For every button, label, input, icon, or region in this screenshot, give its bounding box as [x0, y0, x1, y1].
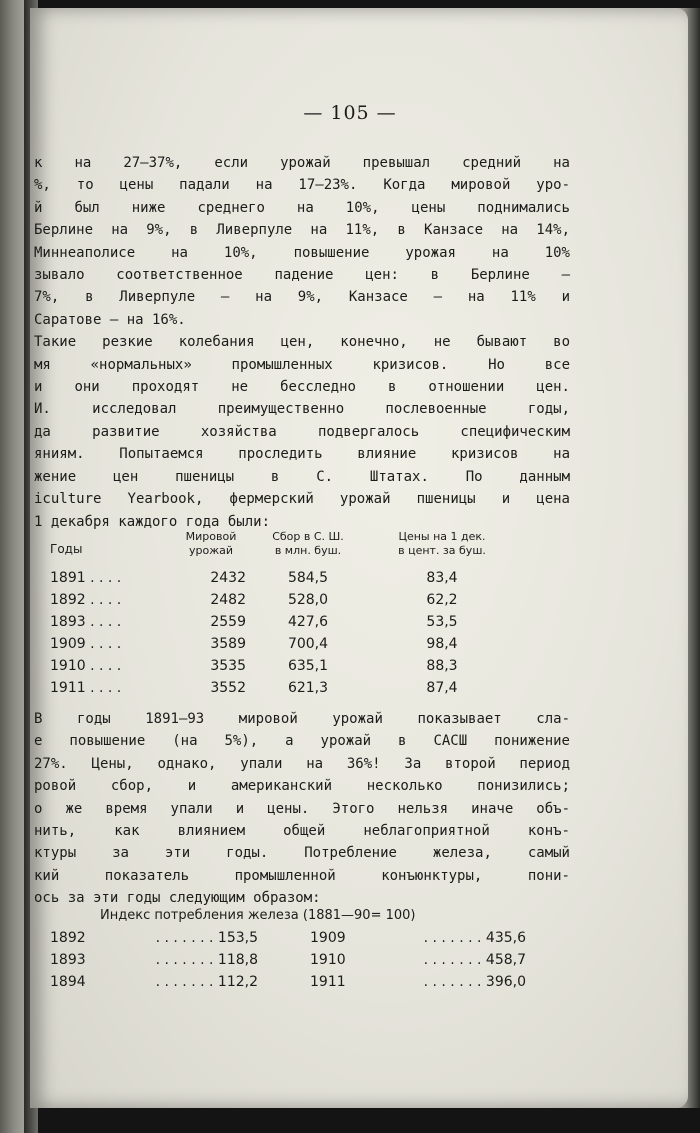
- cell-index: . . . . . . . 458,7: [423, 952, 526, 968]
- cell-world: 2559: [210, 614, 246, 630]
- cell-harvest: 700,4: [287, 636, 329, 652]
- table-row: [50, 592, 520, 614]
- table-row: [50, 952, 550, 974]
- cell-harvest: 621,3: [287, 680, 329, 696]
- header-line: урожай: [188, 544, 234, 557]
- text-line: и они проходят не бесследно в отношении цен.: [34, 379, 570, 396]
- cell-harvest: 584,5: [287, 570, 329, 586]
- text-line: е повышение (на 5%), а урожай в САСШ понижение: [34, 733, 570, 750]
- cell-index: . . . . . . . 435,6: [423, 930, 526, 946]
- cell-world: 3589: [210, 636, 246, 652]
- header-line: в млн. буш.: [274, 544, 342, 557]
- body-text-top: [34, 152, 570, 533]
- cell-year: 1891 . . . .: [50, 570, 122, 586]
- page-number: — 105 —: [303, 102, 397, 124]
- text-line: Такие резкие колебания цен, конечно, не бывают во: [34, 334, 570, 351]
- table-row: [50, 614, 520, 636]
- cell-price: 87,4: [426, 680, 458, 696]
- text-line: iculture Yearbook, фермерский урожай пшеницы и цена: [34, 491, 570, 508]
- table-header-us-harvest: [260, 530, 356, 558]
- book-page: [30, 8, 688, 1108]
- text-line: ктуры за эти годы. Потребление железа, самый: [34, 845, 570, 862]
- table-row: [50, 658, 520, 680]
- text-line: зывало соответственное падение цен: в Берлине —: [34, 267, 570, 284]
- cell-price: 62,2: [426, 592, 458, 608]
- text-line: Берлине на 9%, в Ливерпуле на 11%, в Канзасе на 14%,: [34, 222, 570, 239]
- text-line: ровой сбор, и американский несколько понизились;: [34, 778, 570, 795]
- cell-price: 83,4: [426, 570, 458, 586]
- iron-table-title: Индекс потребления железа (1881—90= 100): [100, 908, 416, 923]
- cell-year: 1893: [50, 952, 86, 968]
- table-row: [50, 680, 520, 702]
- cell-harvest: 635,1: [287, 658, 329, 674]
- text-line: нить, как влиянием общей неблагоприятной конъ-: [34, 823, 570, 840]
- table-header-years: Годы: [50, 542, 83, 556]
- text-line: й был ниже среднего на 10%, цены поднимались: [34, 199, 570, 216]
- text-line: яниям. Попытаемся проследить влияние кризисов на: [34, 446, 570, 463]
- cell-world: 2482: [210, 592, 246, 608]
- table-row: [50, 930, 550, 952]
- table-header-world-harvest: [176, 530, 246, 558]
- text-line: да развитие хозяйства подвергалось специфическим: [34, 423, 570, 440]
- cell-year: 1909: [310, 930, 346, 946]
- text-line: Саратове — на 16%.: [34, 311, 186, 328]
- cell-price: 53,5: [426, 614, 458, 630]
- cell-year: 1911 . . . .: [50, 680, 122, 696]
- text-line: %, то цены падали на 17—23%. Когда мировой уро-: [34, 177, 570, 194]
- cell-price: 98,4: [426, 636, 458, 652]
- cell-world: 3552: [210, 680, 246, 696]
- text-line: В годы 1891—93 мировой урожай показывает сла-: [34, 711, 570, 727]
- table-row: [50, 636, 520, 658]
- left-page-text-fragments: [2, 60, 24, 1020]
- text-line: 1 декабря каждого года были:: [34, 513, 271, 530]
- body-text-bottom: [34, 708, 570, 910]
- cell-index: . . . . . . . 396,0: [423, 974, 526, 990]
- table-row: [50, 570, 520, 592]
- cell-price: 88,3: [426, 658, 458, 674]
- cell-year: 1910: [310, 952, 346, 968]
- text-line: 7%, в Ливерпуле — на 9%, Канзасе — на 11% и: [34, 289, 570, 306]
- text-line: жение цен пшеницы в С. Штатах. По данным: [34, 468, 570, 485]
- text-line: о же время упали и цены. Этого нельзя иначе объ-: [34, 800, 570, 817]
- text-line: Миннеаполисе на 10%, повышение урожая на 10%: [34, 244, 570, 261]
- cell-index: . . . . . . . 112,2: [155, 974, 258, 990]
- cell-year: 1893 . . . .: [50, 614, 122, 630]
- text-line: кий показатель промышленной конъюнктуры, пони-: [34, 867, 570, 884]
- cell-year: 1911: [310, 974, 346, 990]
- cell-year: 1910 . . . .: [50, 658, 122, 674]
- header-line: Сбор в С. Ш.: [272, 530, 344, 543]
- cell-year: 1892: [50, 930, 86, 946]
- page-content: [30, 8, 670, 1108]
- table-header-prices: [372, 530, 512, 558]
- cell-harvest: 427,6: [287, 614, 329, 630]
- text-line: И. исследовал преимущественно послевоенные годы,: [34, 401, 570, 418]
- cell-year: 1894: [50, 974, 86, 990]
- cell-year: 1909 . . . .: [50, 636, 122, 652]
- text-line: 27%. Цены, однако, упали на 36%! За второй период: [34, 755, 570, 772]
- table-row: [50, 974, 550, 996]
- header-line: Мировой: [185, 530, 237, 543]
- text-line: к на 27—37%, если урожай превышал средний на: [34, 155, 570, 171]
- cell-harvest: 528,0: [287, 592, 329, 608]
- cell-world: 3535: [210, 658, 246, 674]
- cell-year: 1892 . . . .: [50, 592, 122, 608]
- cell-world: 2432: [210, 570, 246, 586]
- cell-index: . . . . . . . 153,5: [155, 930, 258, 946]
- header-line: Цены на 1 дек.: [398, 530, 486, 543]
- header-line: в цент. за буш.: [398, 544, 486, 557]
- text-line: ось за эти годы следующим образом:: [34, 890, 321, 907]
- text-line: мя «нормальных» промышленных кризисов. Но все: [34, 356, 570, 373]
- cell-index: . . . . . . . 118,8: [155, 952, 258, 968]
